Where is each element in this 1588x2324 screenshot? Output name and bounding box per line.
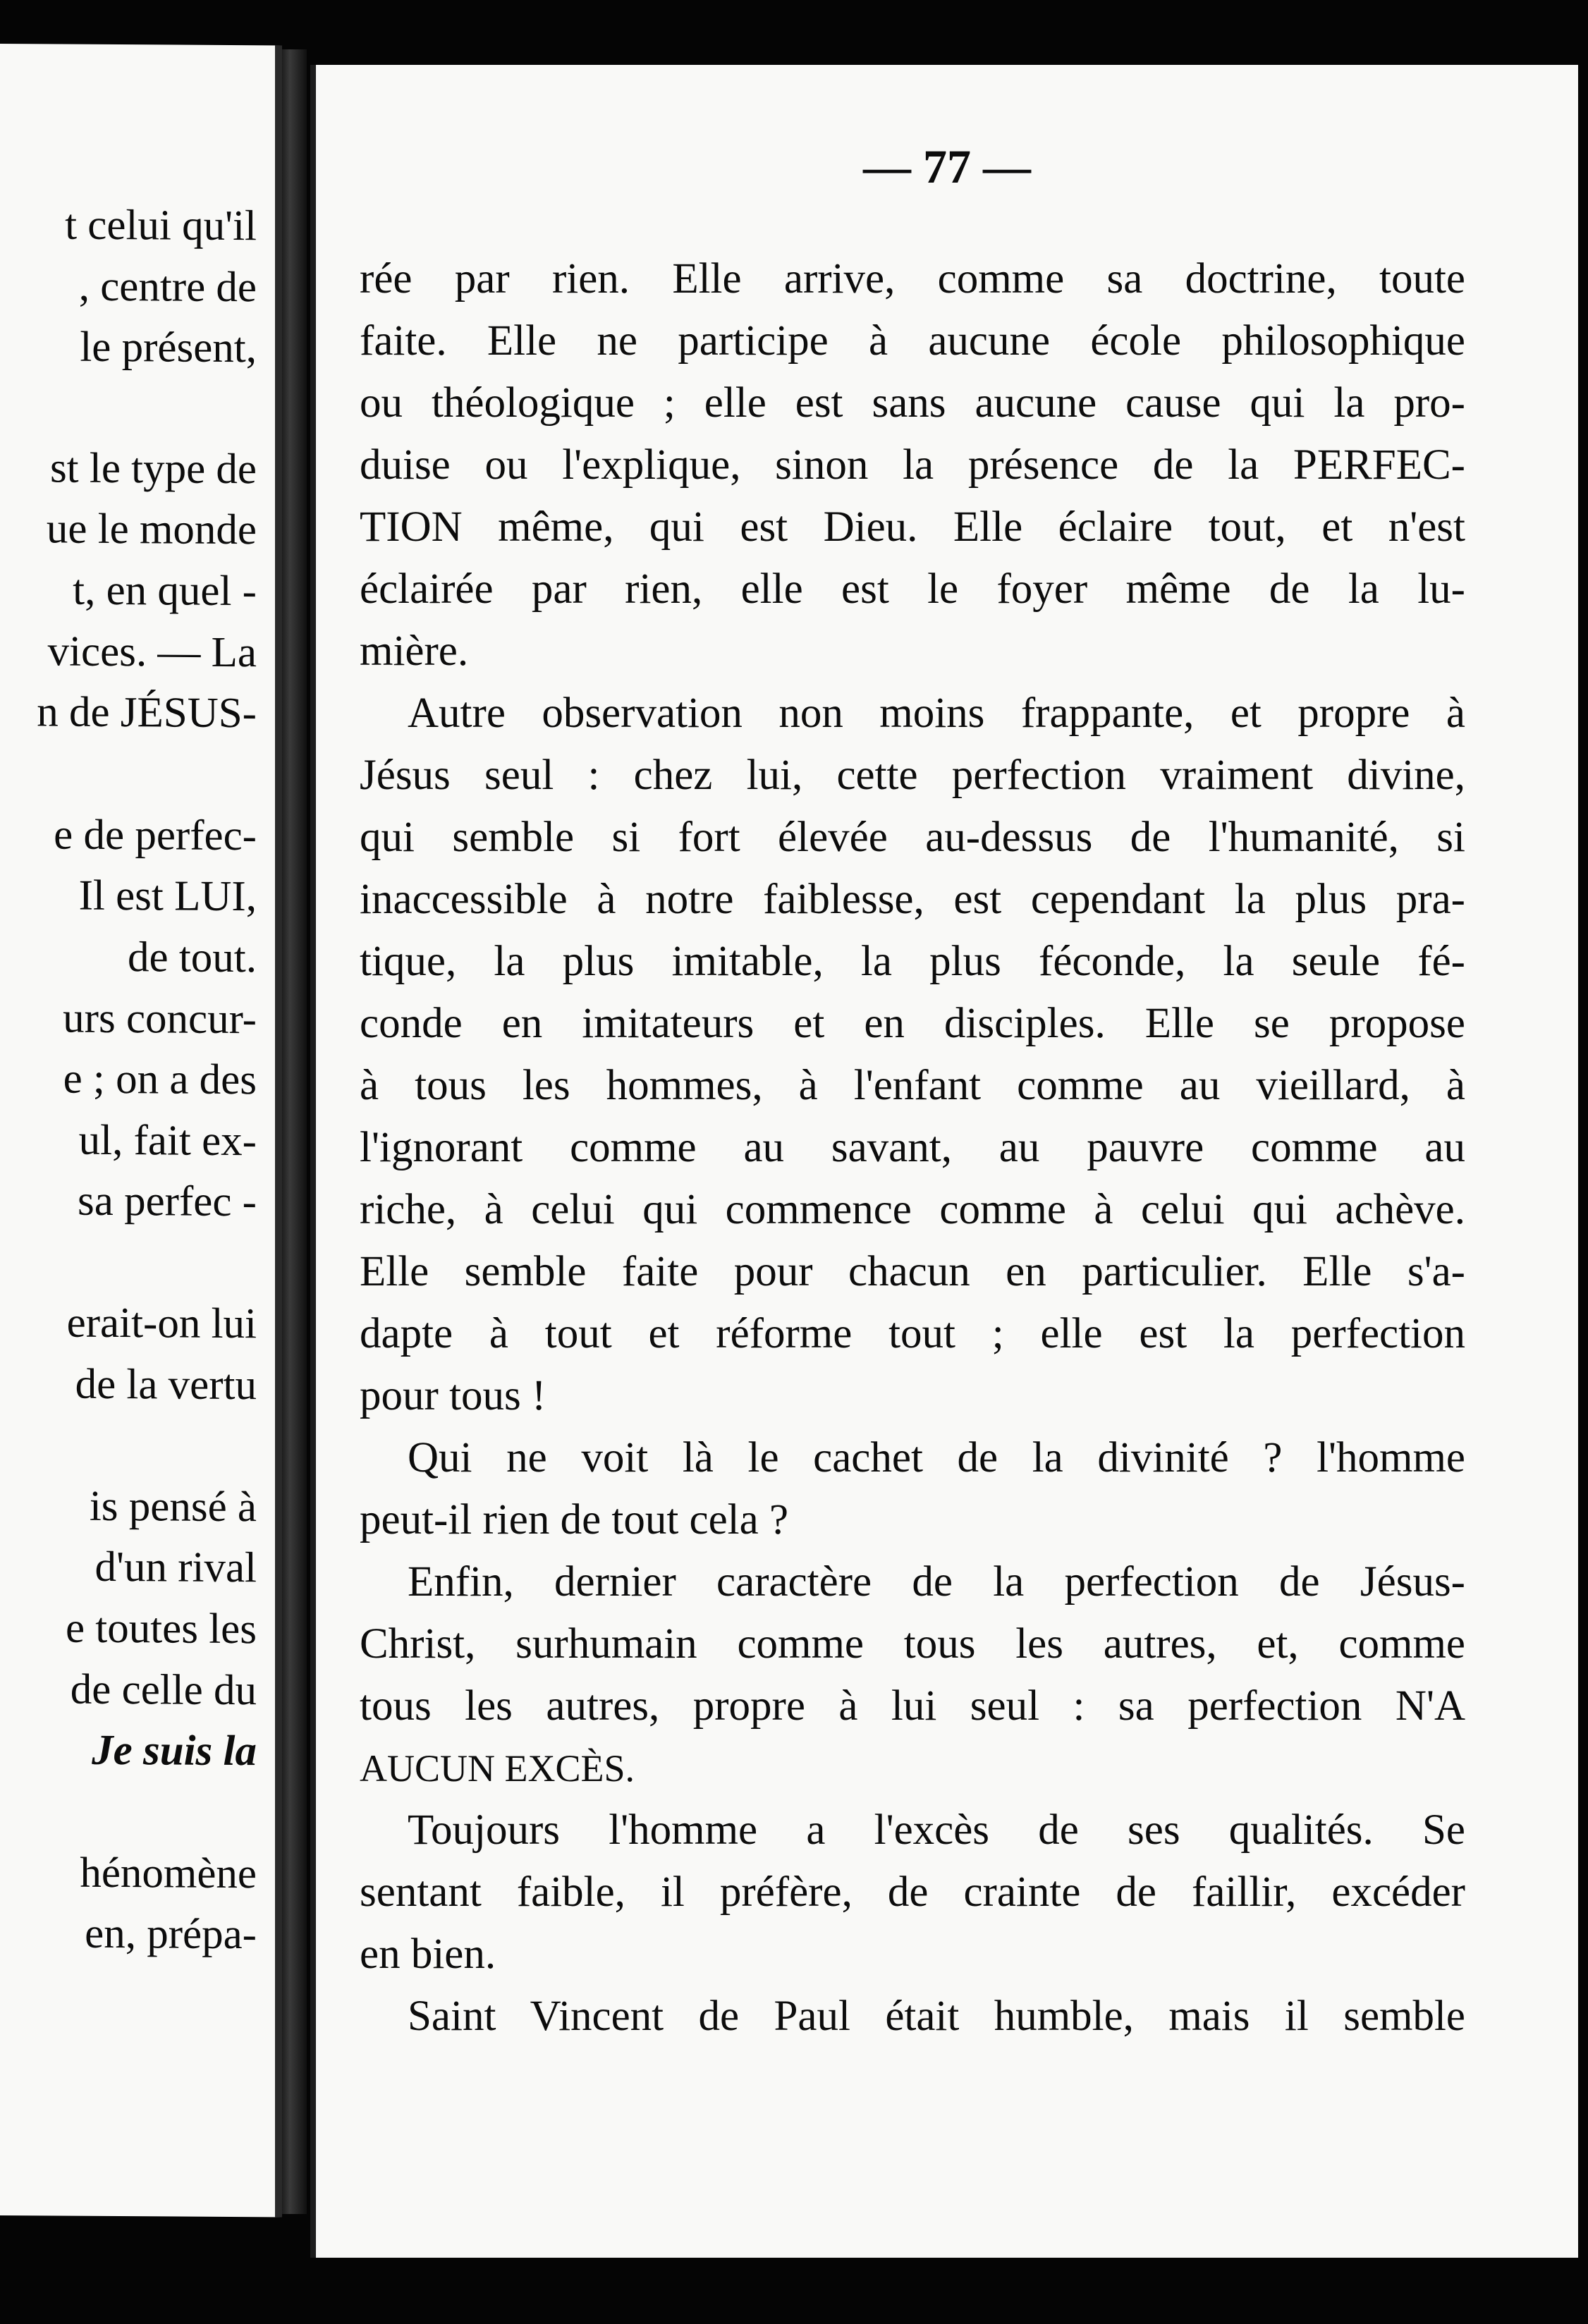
- left-text-line: sa perfec -: [78, 1177, 257, 1226]
- body-line: tous les autres, propre à lui seul : sa perfection N'A: [360, 1682, 1465, 1730]
- body-line: faite. Elle ne participe à aucune école philosophique: [360, 317, 1465, 365]
- body-line: Jésus seul : chez lui, cette perfection vraiment divine,: [360, 752, 1465, 799]
- body-line: l'ignorant comme au savant, au pauvre comme au: [360, 1124, 1465, 1171]
- left-text-line: vices. — La: [47, 628, 257, 677]
- left-text-line: e toutes les: [65, 1604, 257, 1653]
- left-text-line: de tout.: [128, 934, 257, 982]
- page-number: — 77 —: [863, 140, 1031, 193]
- body-line: qui semble si fort élevée au-dessus de l'humanité, si: [360, 814, 1465, 861]
- body-line: TION même, qui est Dieu. Elle éclaire tout, et n'est: [360, 503, 1465, 551]
- body-line: pour tous !: [360, 1372, 546, 1419]
- paragraph-first-line: Qui ne voit là le cachet de la divinité ? l'homme: [408, 1434, 1465, 1481]
- body-line: en bien.: [360, 1931, 496, 1978]
- left-text-line: de celle du: [70, 1665, 257, 1715]
- left-text-line: en, prépa-: [85, 1909, 257, 1959]
- left-text-line: st le type de: [49, 444, 257, 494]
- body-line: Christ, surhumain comme tous les autres, et, comme: [360, 1620, 1465, 1668]
- left-text-line: Je suis la: [92, 1726, 257, 1775]
- left-text-line: ul, fait ex-: [78, 1116, 257, 1166]
- left-text-line: e de perfec-: [54, 811, 257, 860]
- body-line: dapte à tout et réforme tout ; elle est la perfection: [360, 1310, 1465, 1357]
- left-text-line: erait-on lui: [66, 1299, 257, 1348]
- body-line: riche, à celui qui commence comme à celui qui achève.: [360, 1186, 1465, 1233]
- body-line: Elle semble faite pour chacun en particulier. Elle s'a-: [360, 1248, 1465, 1295]
- left-text-line: e ; on a des: [63, 1055, 257, 1104]
- left-text-line: t celui qu'il: [65, 201, 257, 250]
- body-line: tique, la plus imitable, la plus féconde, la seule fé-: [360, 938, 1465, 985]
- page-gutter-shadow: [279, 49, 307, 2214]
- left-text-line: d'un rival: [94, 1543, 257, 1592]
- left-text-line: , centre de: [78, 262, 257, 312]
- left-text-line: t, en quel -: [73, 566, 257, 616]
- left-text-line: le présent,: [80, 323, 257, 372]
- body-line: peut-il rien de tout cela ?: [360, 1496, 789, 1543]
- paragraph-first-line: Toujours l'homme a l'excès de ses qualités. Se: [408, 1806, 1465, 1854]
- body-line: ou théologique ; elle est sans aucune cause qui la pro-: [360, 379, 1465, 427]
- body-line: rée par rien. Elle arrive, comme sa doctrine, toute: [360, 255, 1465, 302]
- left-page: [0, 44, 282, 2217]
- left-text-line: is pensé à: [89, 1482, 257, 1531]
- paragraph-first-line: Autre observation non moins frappante, et propre à: [408, 690, 1465, 737]
- body-line: à tous les hommes, à l'enfant comme au vieillard, à: [360, 1062, 1465, 1109]
- body-line: inaccessible à notre faiblesse, est cependant la plus pra-: [360, 876, 1465, 923]
- right-page: [310, 65, 1578, 2258]
- body-line: sentant faible, il préfère, de crainte de faillir, excéder: [360, 1869, 1465, 1916]
- left-text-line: de la vertu: [75, 1360, 257, 1409]
- left-text-line: ue le monde: [46, 505, 257, 554]
- left-text-line: hénomène: [80, 1849, 257, 1898]
- body-line: mière.: [360, 628, 469, 675]
- body-line: conde en imitateurs et en disciples. Elle se propose: [360, 1000, 1465, 1047]
- paragraph-first-line: Saint Vincent de Paul était humble, mais il semble: [408, 1993, 1465, 2040]
- body-line: éclairée par rien, elle est le foyer même de la lu-: [360, 565, 1465, 613]
- left-text-line: Il est LUI,: [78, 872, 257, 921]
- body-line: duise ou l'explique, sinon la présence de la PERFEC-: [360, 441, 1465, 489]
- paragraph-first-line: Enfin, dernier caractère de la perfection de Jésus-: [408, 1558, 1465, 1606]
- left-text-line: urs concur-: [63, 994, 257, 1044]
- left-text-line: n de JÉSUS-: [37, 688, 257, 738]
- body-line: AUCUN EXCÈS.: [360, 1747, 635, 1790]
